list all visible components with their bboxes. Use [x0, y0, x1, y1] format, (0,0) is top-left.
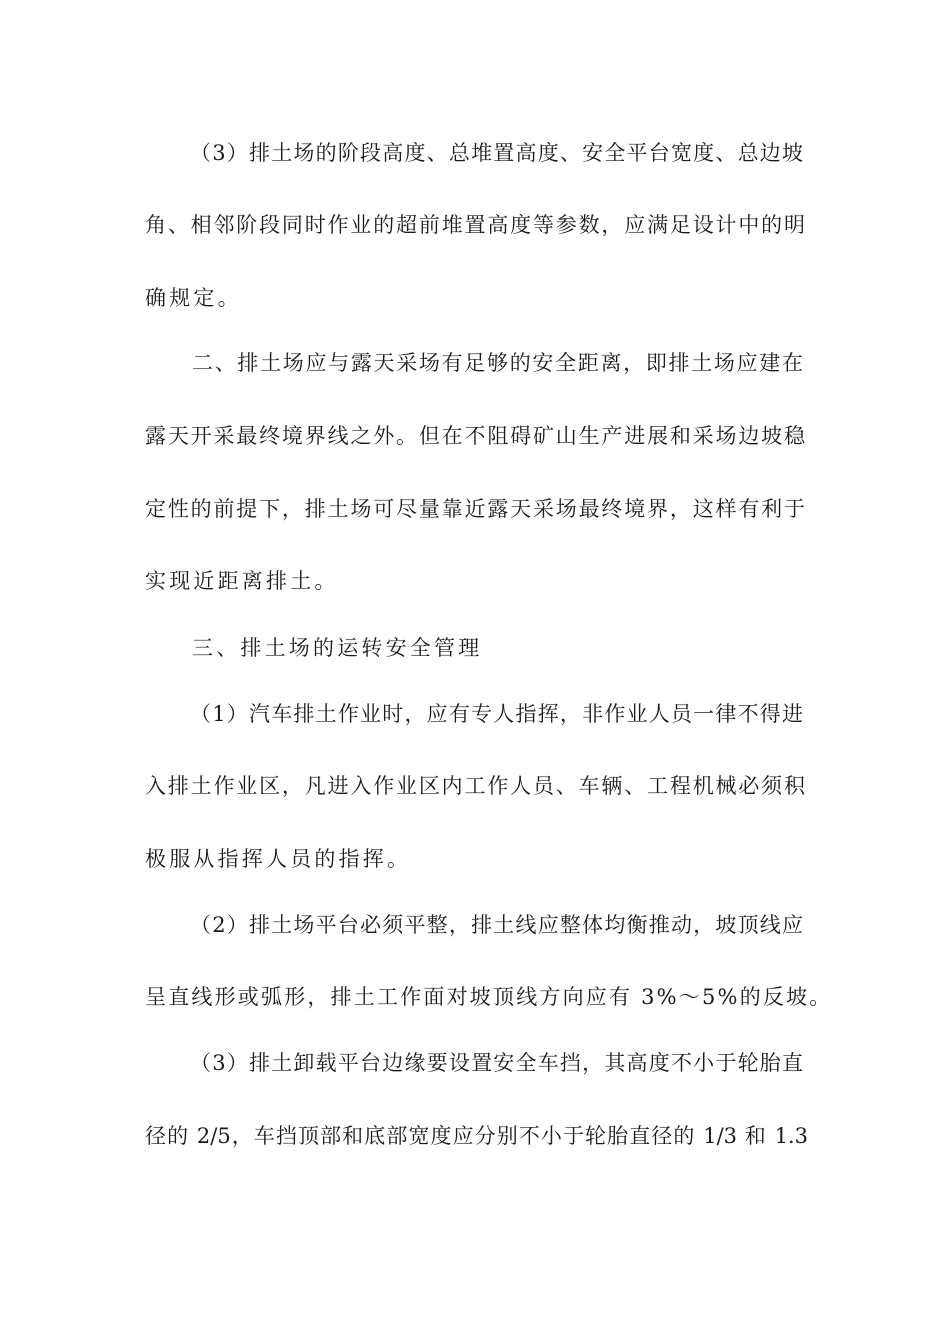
paragraph-line: （3）排土卸载平台边缘要设置安全车挡，其高度不小于轮胎直	[190, 1051, 803, 1075]
paragraph-line: 极服从指挥人员的指挥。	[145, 847, 412, 871]
paragraph-line: 呈直线形或弧形，排土工作面对坡顶线方向应有 3%～5%的反坡。	[145, 985, 833, 1009]
paragraph-line: 径的 2/5，车挡顶部和底部宽度应分别不小于轮胎直径的 1/3 和 1.3	[145, 1124, 808, 1148]
paragraph-line: 露天开采最终境界线之外。但在不阻碍矿山生产进展和采场边坡稳	[145, 424, 805, 448]
paragraph-line: （1）汽车排土作业时，应有专人指挥，非作业人员一律不得进	[190, 702, 803, 726]
paragraph-line: 实现近距离排土。	[145, 569, 339, 593]
paragraph-line: （2）排土场平台必须平整，排土线应整体均衡推动，坡顶线应	[190, 913, 803, 937]
paragraph-line: 入排土作业区，凡进入作业区内工作人员、车辆、工程机械必须积	[145, 774, 805, 798]
paragraph-line: 角、相邻阶段同时作业的超前堆置高度等参数，应满足设计中的明	[145, 213, 805, 237]
section-heading: 三、排土场的运转安全管理	[192, 636, 483, 660]
paragraph-line: 二、排土场应与露天采场有足够的安全距离，即排土场应建在	[192, 351, 803, 375]
paragraph-line: 定性的前提下，排土场可尽量靠近露天采场最终境界，这样有利于	[145, 497, 805, 521]
paragraph-line: 确规定。	[145, 286, 242, 310]
paragraph-line: （3）排土场的阶段高度、总堆置高度、安全平台宽度、总边坡	[190, 141, 803, 165]
